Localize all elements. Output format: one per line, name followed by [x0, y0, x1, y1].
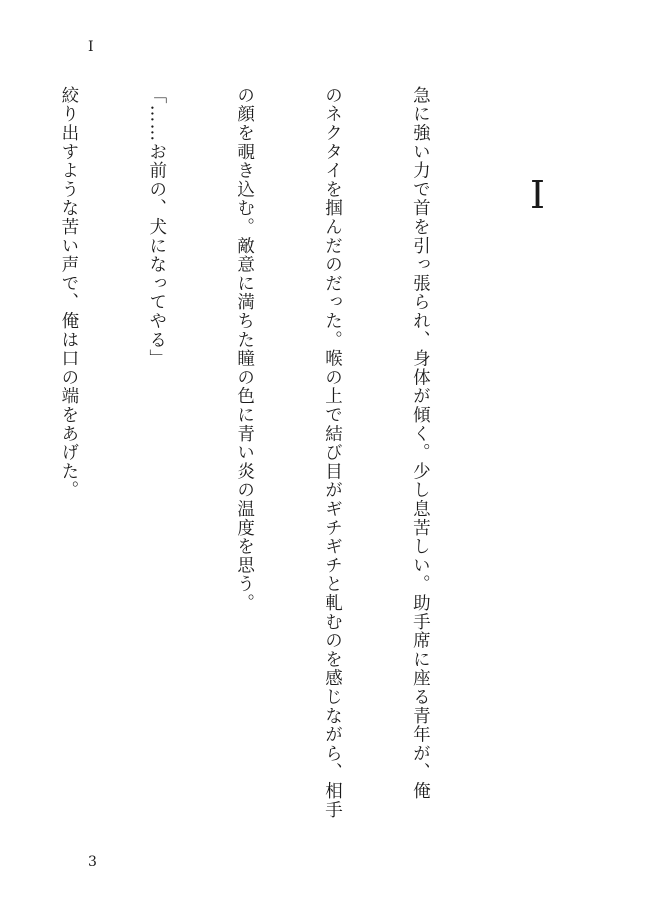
text-line: の顔を覗き込む。敵意に満ちた瞳の色に青い炎の温度を思う。	[234, 86, 255, 613]
running-head: I	[88, 39, 94, 55]
text-line: 「……お前の、犬になってやる」	[146, 86, 167, 368]
text-line: 急に強い力で首を引っ張られ、身体が傾く。少し息苦しい。助手席に座る青年が、俺	[410, 86, 431, 801]
chapter-title: I	[530, 173, 546, 217]
page-number: 3	[88, 854, 97, 870]
text-line: 絞り出すような苦い声で、俺は口の端をあげた。	[58, 86, 79, 500]
text-line: のネクタイを掴んだのだった。喉の上で結び目がギチギチと軋むのを感じながら、相手	[322, 86, 343, 820]
body-text	[0, 86, 493, 836]
